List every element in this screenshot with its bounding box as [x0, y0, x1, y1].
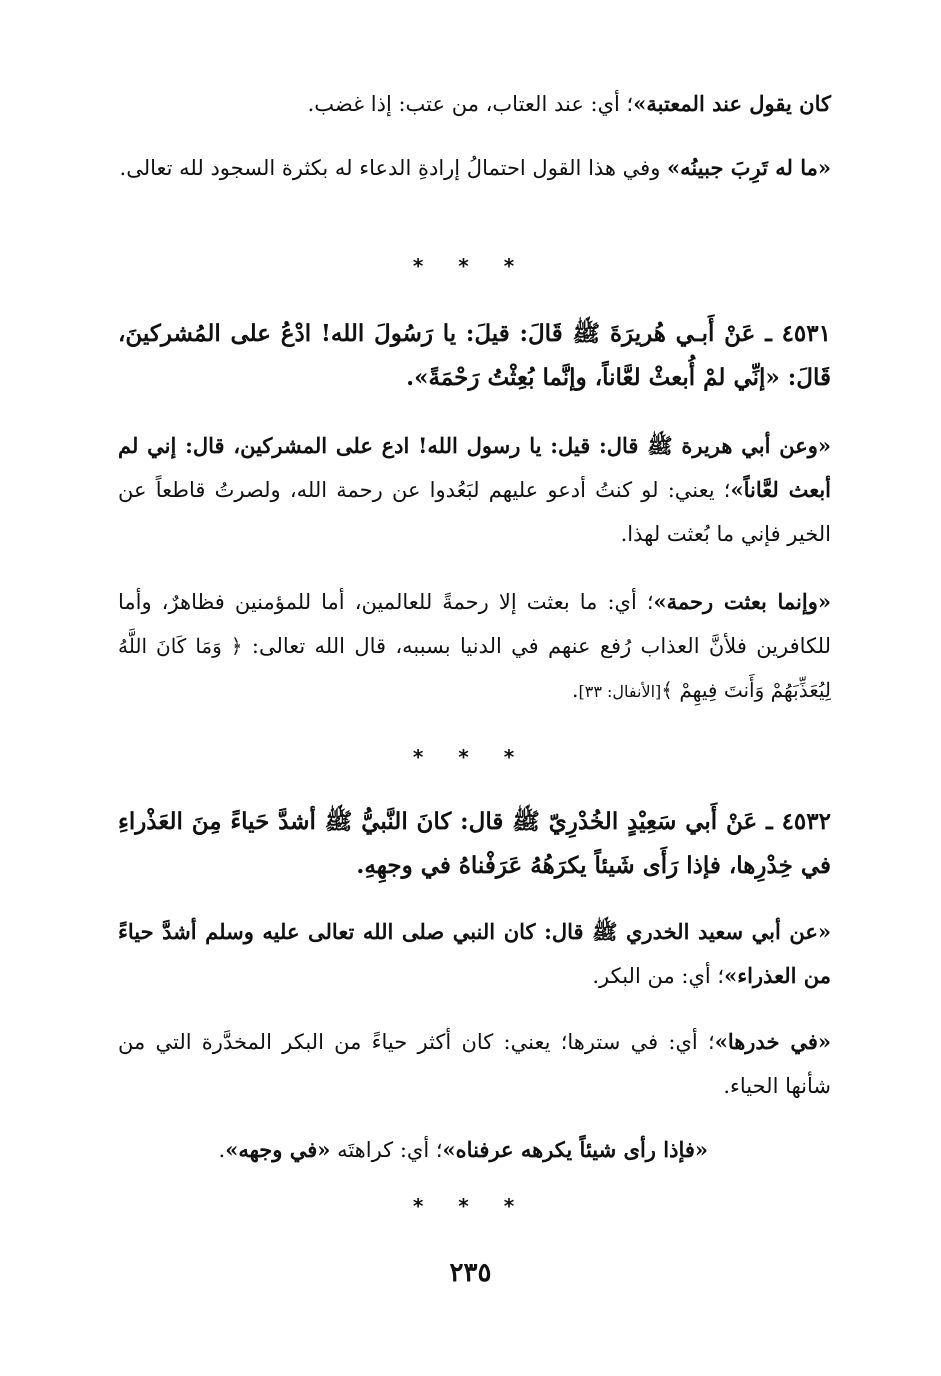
sentence-end: . [218, 1138, 226, 1162]
commentary-text: ؛ أي: ما بعثت إلا رحمةً للعالمين، أما للمؤمنين فظاهرٌ، وأما للكافرين فلأنَّ العذاب رُفع عنهم في الدنيا بسببه، قال الله تعالى: [118, 590, 831, 658]
bold-quote: «وإنما بعثت رحمة» [653, 589, 831, 614]
bold-quote: «في خدرها» [714, 1029, 831, 1054]
bold-quote: «ما له تَرِبَ جبينُه» [667, 155, 831, 180]
bold-quote: «فإذا رأى شيئاً يكرهه عرفناه» [442, 1137, 708, 1162]
paragraph-commentary-3 [118, 424, 831, 556]
commentary-text: ؛ أي: عند العتاب، من عتب: إذا غضب. [307, 92, 634, 116]
bold-quote: كان يقول عند المعتبة» [633, 91, 831, 116]
sentence-end: . [571, 678, 579, 702]
commentary-text: ؛ يعني: لو كنتُ أدعو عليهم لبَعُدوا عن رحمة الله، ولصرتُ قاطعاً عن الخير فإني ما بُعثت لهذا. [118, 478, 831, 546]
section-divider-stars: * * * [412, 745, 529, 769]
paragraph-commentary-2 [118, 146, 831, 190]
bold-quote: «في وجهه» [225, 1137, 331, 1162]
quran-verse: ﴿ وَمَا كَانَ اللَّهُ لِيُعَذِّبَهُمْ وَأَنتَ فِيهِمْ ﴾ [118, 634, 831, 702]
commentary-text: ؛ أي: في سترها؛ يعني: كان أكثر حياءً من البكر المخدَّرة التي من شأنها الحياء. [118, 1030, 831, 1098]
page-number: ٢٣٥ [449, 1258, 492, 1288]
section-divider-stars: * * * [412, 254, 529, 278]
paragraph-commentary-7 [118, 1128, 708, 1172]
commentary-text: ؛ أي: كراهتَه [330, 1138, 443, 1162]
paragraph-commentary-4 [118, 580, 831, 714]
hadith-4532 [118, 800, 831, 888]
paragraph-commentary-6 [118, 1020, 831, 1108]
commentary-text: وفي هذا القول احتمالُ إرادةِ الدعاء له بكثرة السجود لله تعالى. [119, 156, 668, 180]
verse-reference: [الأنفال: ٣٣] [578, 682, 662, 701]
bold-quote: «عن أبي سعيد الخدري ﷺ قال: كان النبي صلى الله تعالى عليه وسلم أشدَّ حياءً من العذراء» [118, 919, 831, 988]
section-divider-stars: * * * [412, 1194, 529, 1218]
paragraph-commentary-5 [118, 910, 831, 998]
bold-quote: «وعن أبي هريرة ﷺ قال: قيل: يا رسول الله! ادع على المشركين، قال: إني لم أبعث لعَّاناً» [118, 433, 831, 502]
commentary-text: ؛ أي: من البكر. [592, 964, 725, 988]
hadith-text: ٤٥٣٢ ـ عَنْ أَبي سَعِيْدٍ الخُدْرِيّ ﷺ قال: كانَ النَّبيُّ ﷺ أشدَّ حَياءً مِنَ العَذْراءِ في خِدْرِها، فإذا رَأَى شَيئاً يكرَهُهُ عَرَفْناهُ في وجهِهِ. [118, 808, 831, 879]
hadith-text: ٤٥٣١ ـ عَنْ أَبـي هُريرَةَ ﷺ قَالَ: قيلَ: يا رَسُولَ الله! ادْعُ على المُشركينَ، قَالَ: «إنِّي لمْ أُبعثْ لعَّاناً، وإنَّما بُعِثْتُ رَحْمَةً». [118, 320, 831, 391]
hadith-4531 [118, 312, 831, 400]
paragraph-commentary-1 [118, 82, 831, 126]
